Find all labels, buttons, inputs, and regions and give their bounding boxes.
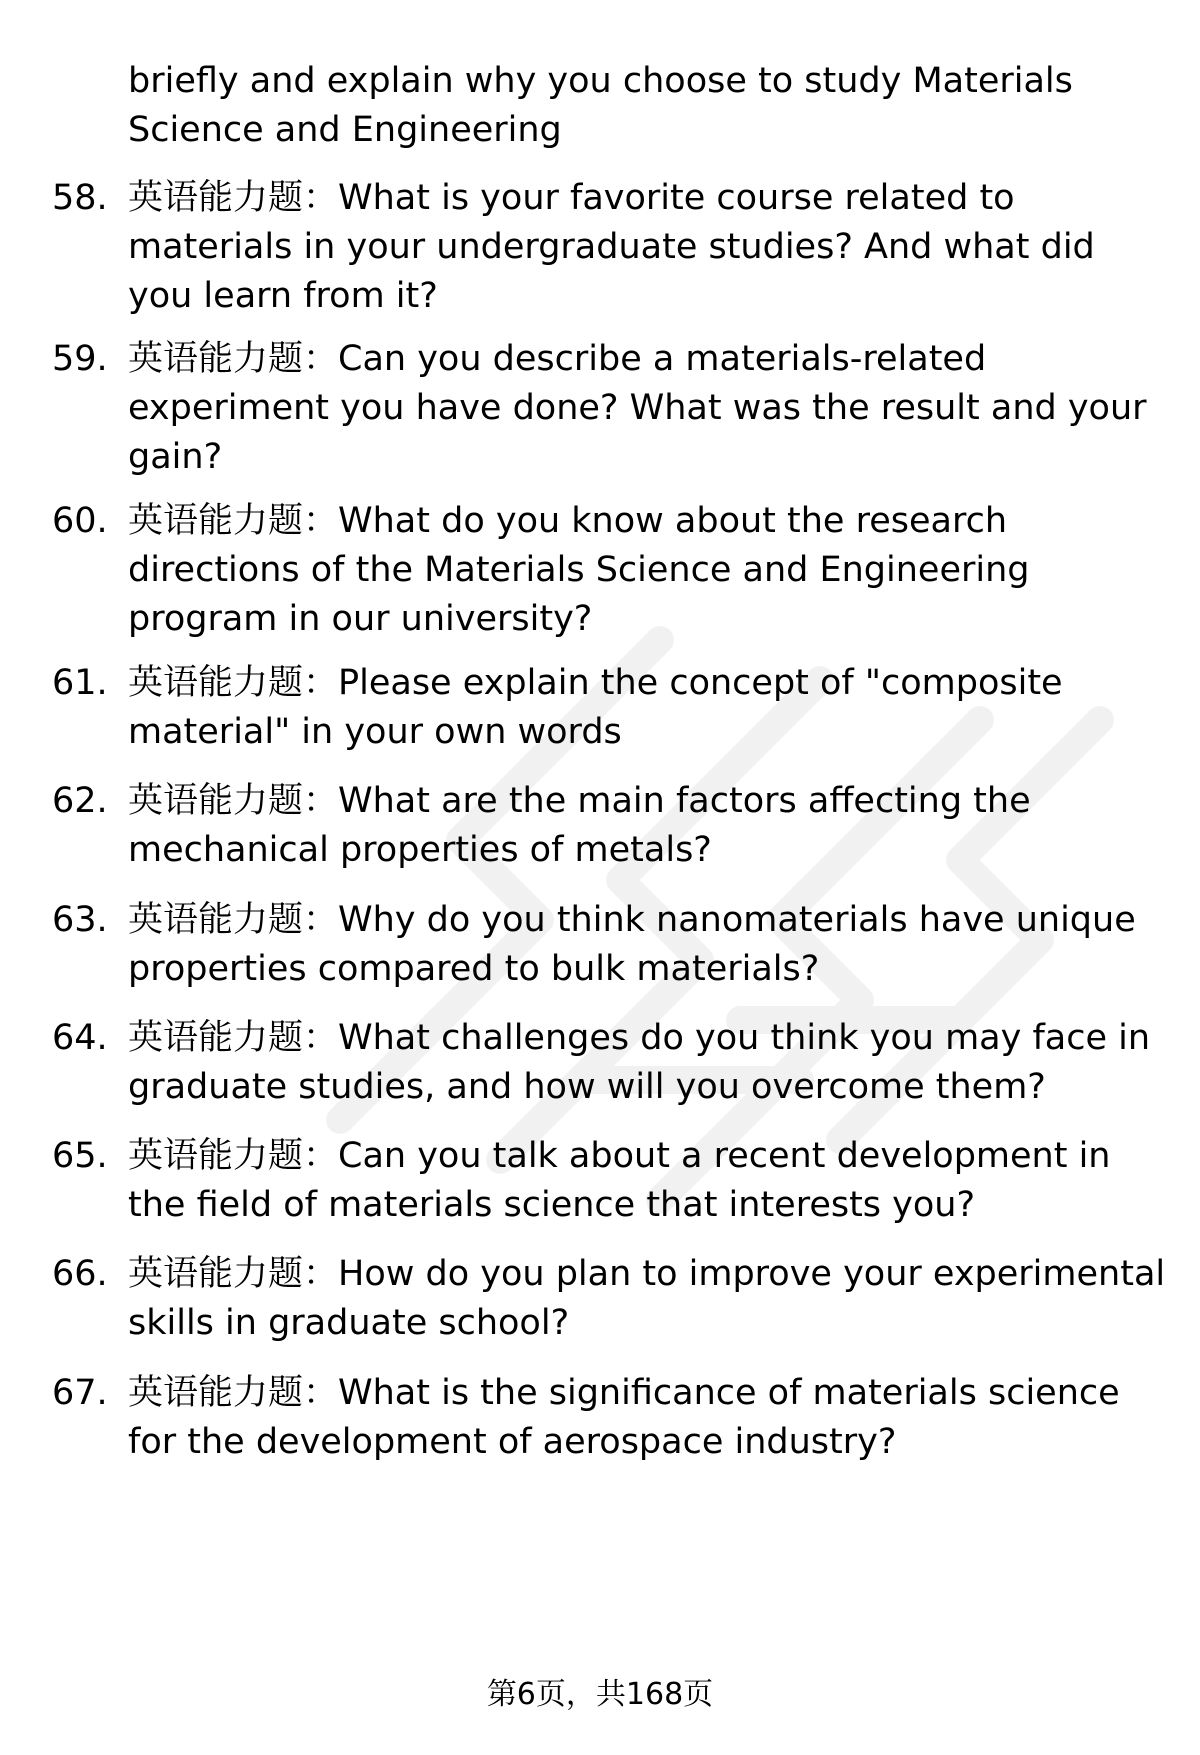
question-body (128, 1132, 1168, 1230)
question-text: What is your favorite course related to materials in your undergraduate studies? And what did you learn from it? (128, 178, 1095, 316)
question-body (128, 896, 1168, 994)
question-number: 60. (52, 501, 108, 541)
question-tag: 英语能力题： (128, 1373, 339, 1413)
question-text: What are the main factors affecting the mechanical properties of metals? (128, 781, 1031, 870)
question-tag: 英语能力题： (128, 1136, 339, 1176)
question-number: 58. (52, 178, 108, 218)
question-text: What do you know about the research directions of the Materials Science and Engineering program in our university? (128, 501, 1030, 639)
question-number: 61. (52, 663, 108, 703)
question-number: 65. (52, 1136, 108, 1176)
question-number: 66. (52, 1254, 108, 1294)
question-body (128, 659, 1168, 757)
question-text: What is the significance of materials science for the development of aerospace industry? (128, 1373, 1120, 1462)
question-number: 63. (52, 900, 108, 940)
question-body (128, 497, 1168, 644)
question-text: Can you talk about a recent development in the field of materials science that interests you? (128, 1136, 1111, 1225)
question-text: How do you plan to improve your experimental skills in graduate school? (128, 1254, 1166, 1343)
question-number: 62. (52, 781, 108, 821)
question-text: Please explain the concept of "composite material" in your own words (128, 663, 1063, 752)
question-tag: 英语能力题： (128, 339, 339, 379)
question-tag: 英语能力题： (128, 781, 339, 821)
question-text: Why do you think nanomaterials have unique properties compared to bulk materials? (128, 900, 1136, 989)
question-body (128, 174, 1168, 321)
question-body (128, 1369, 1168, 1467)
question-number: 67. (52, 1373, 108, 1413)
question-body (128, 1014, 1168, 1112)
question-text: What challenges do you think you may face in graduate studies, and how will you overcome them? (128, 1018, 1151, 1107)
question-body (128, 777, 1168, 875)
page-footer: 第6页，共168页 (486, 1677, 714, 1712)
question-tag: 英语能力题： (128, 663, 339, 703)
question-number: 64. (52, 1018, 108, 1058)
question-tag: 英语能力题： (128, 178, 339, 218)
question-number: 59. (52, 339, 108, 379)
question-body (128, 1250, 1168, 1348)
question-tag: 英语能力题： (128, 501, 339, 541)
continued-question-text: briefly and explain why you choose to study Materials Science and Engineering (128, 61, 1073, 150)
question-body (128, 335, 1168, 482)
question-tag: 英语能力题： (128, 1018, 339, 1058)
question-text: Can you describe a materials-related experiment you have done? What was the result and your gain? (128, 339, 1147, 477)
question-tag: 英语能力题： (128, 900, 339, 940)
question-tag: 英语能力题： (128, 1254, 339, 1294)
